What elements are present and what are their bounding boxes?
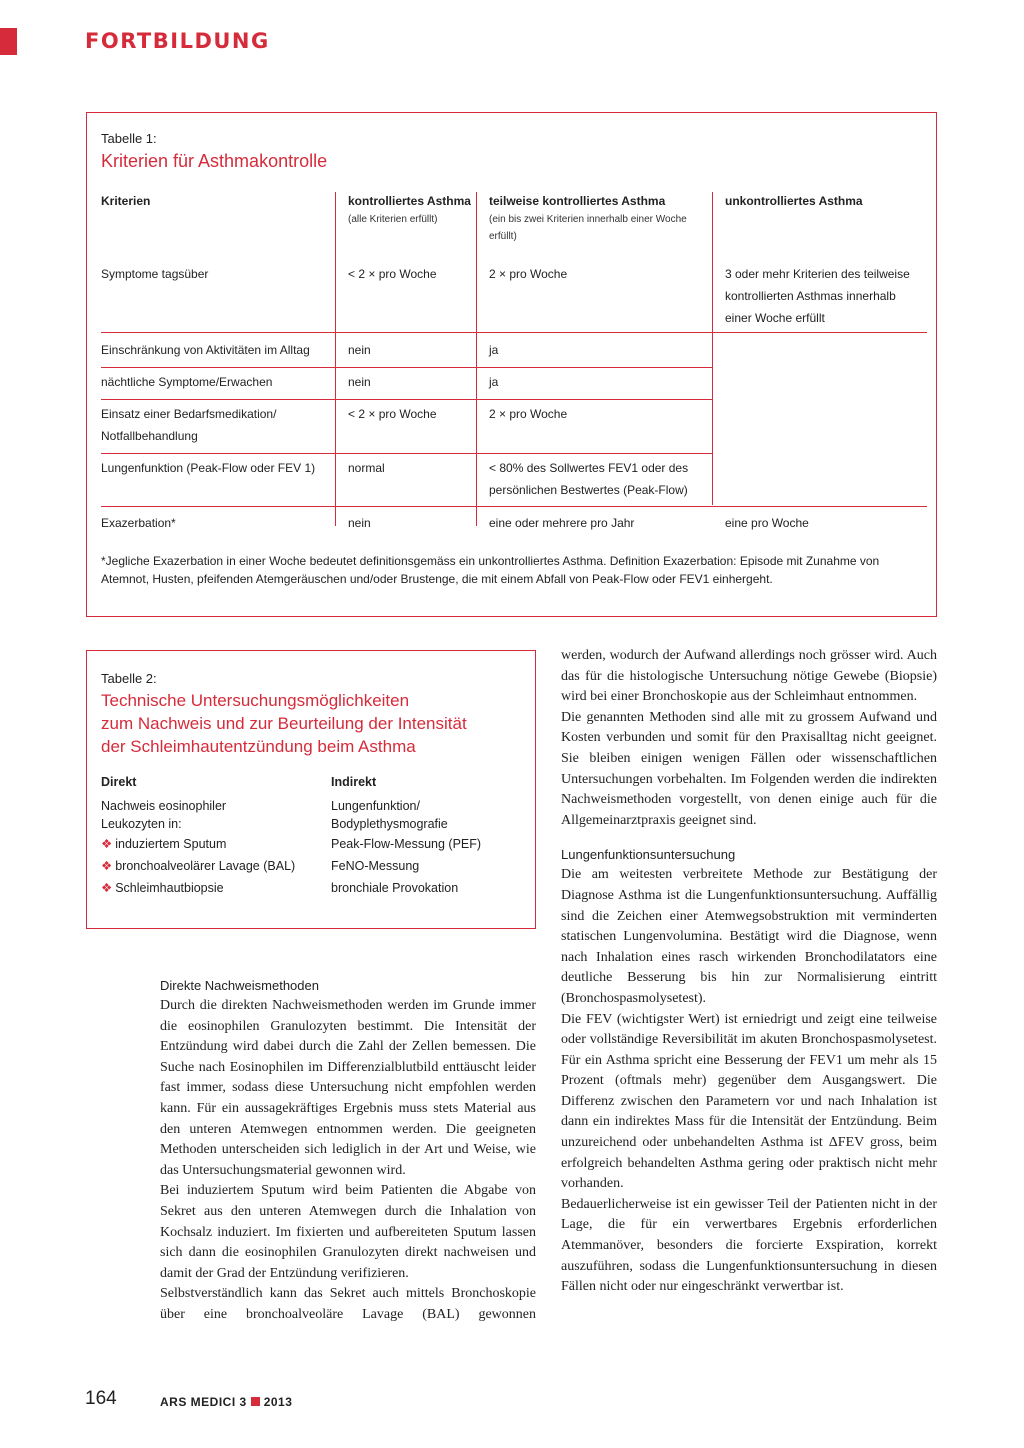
- table-1-title: Kriterien für Asthmakontrolle: [101, 151, 328, 171]
- row-divider: [101, 453, 712, 454]
- list-item: Bodyplethysmografie: [331, 817, 448, 831]
- table-2-title: [101, 689, 467, 758]
- table-2-title-line: der Schleimhautentzündung beim Asthma: [101, 737, 416, 756]
- row-criterion: Symptome tagsüber: [101, 267, 209, 281]
- row-controlled: nein: [348, 516, 371, 530]
- row-divider: [101, 399, 712, 400]
- list-item: bronchiale Provokation: [331, 881, 459, 895]
- section-heading: Direkte Nachweismethoden: [160, 978, 319, 993]
- column-divider: [476, 192, 477, 526]
- right-column: [561, 646, 937, 1298]
- paragraph: Bedauerlicherweise ist ein gewisser Teil der Patienten nicht in der Lage, die für ein verwertbares Ergebnis erforderlichen Atemmanöver, besonders die forcierte Exspiration, korrekt auszuführen, sodass die Lungenfunktionsuntersuchung in diesen Fällen nicht oder nur eingeschränkt verwertbar ist.: [561, 1196, 937, 1295]
- column-divider: [335, 192, 336, 526]
- section-marker: [0, 28, 17, 55]
- row-partial: eine oder mehrere pro Jahr: [489, 516, 635, 530]
- row-controlled: nein: [348, 375, 371, 389]
- indirect-heading: Indirekt: [331, 775, 377, 789]
- col-sub-partial: (ein bis zwei Kriterien innerhalb einer Woche erfüllt): [489, 214, 687, 242]
- row-criterion: Exazerbation*: [101, 516, 176, 530]
- row-partial: 2 × pro Woche: [489, 407, 568, 421]
- paragraph: Die am weitesten verbreitete Methode zur Bestätigung der Diagnose Asthma ist die Lungenfunktionsuntersuchung. Auffällig sind die Zeichen einer Atemwegsobstruktion mit verminderten statischen Lungenvolumina. Bestätigt wird die Diagnose, wenn nach Inhalation eines rasch wirkenden Bronchodilatators eine deutliche Besserung bis hin zur Normalisierung eintritt (Bronchospasmolysetest).: [561, 867, 937, 1006]
- row-partial: ja: [489, 343, 499, 357]
- row-criterion: Lungenfunktion (Peak-Flow oder FEV 1): [101, 461, 316, 475]
- paragraph: Durch die direkten Nachweismethoden werden im Grunde immer die eosinophilen Granulozyten bestimmt. Die Intensität der Entzündung wird dabei durch die Zahl der Zellen bemessen. Die Suche nach Eosinophilen im Differenzialblutbild enttäuscht leider fast immer, sodass diese Untersuchung nicht empfohlen werden kann. Für ein aussagekräftiges Ergebnis muss stets Material aus den unteren Atemwegen entnommen werden. Die geeigneten Methoden unterscheiden sich lediglich in der Art und Weise, wie das Untersuchungsmaterial gewonnen wird.: [160, 998, 536, 1178]
- row-divider: [101, 332, 927, 333]
- paragraph: Selbstverständlich kann das Sekret auch mittels Bronchoskopie über eine bronchoalveoläre Lavage (BAL) gewonnen: [160, 1286, 536, 1322]
- col-header-partial: teilweise kontrolliertes Asthma: [489, 194, 666, 208]
- row-controlled: nein: [348, 343, 371, 357]
- table-2: [86, 650, 536, 929]
- row-partial: 2 × pro Woche: [489, 267, 568, 281]
- list-item: Peak-Flow-Messung (PEF): [331, 837, 482, 851]
- direct-intro-line: Nachweis eosinophiler: [101, 799, 227, 813]
- row-controlled: normal: [348, 461, 385, 475]
- row-criterion: Einschränkung von Aktivitäten im Alltag: [101, 343, 310, 357]
- row-controlled: < 2 × pro Woche: [348, 407, 437, 421]
- table-1-number: Tabelle 1:: [101, 131, 157, 146]
- diamond-bullet-icon: ❖: [101, 859, 113, 873]
- row-controlled: < 2 × pro Woche: [348, 267, 437, 281]
- journal-year: 2013: [263, 1395, 293, 1409]
- section-heading: Lungenfunktionsuntersuchung: [561, 847, 736, 863]
- table-2-title-line: zum Nachweis und zur Beurteilung der Intensität: [101, 714, 467, 733]
- list-item: ❖ Schleimhautbiopsie: [101, 881, 224, 895]
- left-column: [160, 976, 536, 1326]
- table-1-footnote: *Jegliche Exazerbation in einer Woche bedeutet definitionsgemäss ein unkontrolliertes Asthma. Definition Exazerbation: Episode mit Zunahme von Atemnot, Husten, pfeifenden Atemgeräuschen und/oder Brustenge, die mit einem Abfall von Peak-Flow oder FEV1 einhergeht.: [101, 554, 880, 586]
- table-1: [86, 112, 937, 617]
- page-number: 164: [85, 1388, 117, 1409]
- diamond-bullet-icon: ❖: [101, 837, 113, 851]
- row-uncontrolled: eine pro Woche: [725, 516, 809, 530]
- column-divider: [712, 192, 713, 505]
- direct-heading: Direkt: [101, 775, 137, 789]
- col-header-uncontrolled: unkontrolliertes Asthma: [725, 194, 863, 208]
- list-item: FeNO-Messung: [331, 859, 420, 873]
- row-criterion: nächtliche Symptome/Erwachen: [101, 375, 273, 389]
- square-separator-icon: [251, 1397, 260, 1406]
- paragraph: Die FEV (wichtigster Wert) ist erniedrigt und zeigt eine teilweise oder vollständige Reversibilität im akuten Bronchospasmolysetest. Für ein Asthma spricht eine Besserung der FEV1 um mehr als 15 Prozent (oftmals mehr) gegenüber dem Ausgangswert. Die Differenz zwischen den Parametern vor und nach Inhalation ist dann ein indirektes Mass für die Intensität der Entzündung. Beim unzureichend oder unbehandelten Asthma ist ΔFEV gross, beim erfolgreich behandelten Asthma gering oder praktisch nicht mehr vorhanden.: [561, 1011, 937, 1192]
- journal-footer: [160, 1395, 292, 1409]
- direct-intro-line: Leukozyten in:: [101, 817, 182, 831]
- direct-column: [101, 771, 295, 899]
- row-partial: ja: [489, 375, 499, 389]
- row-divider: [101, 367, 712, 368]
- row-partial: < 80% des Sollwertes FEV1 oder des persönlichen Bestwertes (Peak-Flow): [489, 461, 689, 497]
- col-header-controlled: kontrolliertes Asthma: [348, 194, 471, 208]
- uncontrolled-span-text: 3 oder mehr Kriterien des teilweise kontrollierten Asthmas innerhalb einer Woche erfüllt: [725, 267, 910, 325]
- row-divider: [101, 506, 927, 507]
- paragraph: werden, wodurch der Aufwand allerdings noch grösser wird. Auch das für die histologische Untersuchung nötige Gewebe (Biopsie) wird bei einer Bronchoskopie aus der Schleimhaut entnommen.: [561, 648, 937, 705]
- list-item: Lungenfunktion/: [331, 799, 420, 813]
- list-item: ❖ bronchoalveolärer Lavage (BAL): [101, 859, 296, 873]
- table-2-title-line: Technische Untersuchungsmöglichkeiten: [101, 691, 410, 710]
- col-sub-controlled: (alle Kriterien erfüllt): [348, 214, 438, 225]
- section-title: FORTBILDUNG: [85, 29, 270, 53]
- paragraph: Die genannten Methoden sind alle mit zu grossem Aufwand und Kosten verbunden und somit für den Praxisalltag nicht geeignet. Sie bleiben einigen wenigen Fällen oder wissenschaftlichen Untersuchungen vorbehalten. Im Folgenden werden die indirekten Nachweismethoden vorgestellt, von denen einige auch für die Allgemeinarztpraxis geeignet sind.: [561, 709, 937, 828]
- indirect-column: [331, 771, 481, 899]
- table-2-number: Tabelle 2:: [101, 671, 157, 686]
- col-header-criteria: Kriterien: [101, 194, 151, 208]
- diamond-bullet-icon: ❖: [101, 881, 113, 895]
- row-criterion: Einsatz einer Bedarfsmedikation/ Notfallbehandlung: [101, 407, 277, 443]
- list-item: ❖ induziertem Sputum: [101, 837, 227, 851]
- paragraph: Bei induziertem Sputum wird beim Patienten die Abgabe von Sekret aus den unteren Atemwegen durch die Inhalation von Kochsalz induziert. Im fixierten und aufbereiteten Sputum lassen sich dann die eosinophilen Granulozyten direkt nachweisen und damit der Grad der Entzündung verifizieren.: [160, 1183, 536, 1281]
- journal-name: ARS MEDICI 3: [160, 1395, 247, 1409]
